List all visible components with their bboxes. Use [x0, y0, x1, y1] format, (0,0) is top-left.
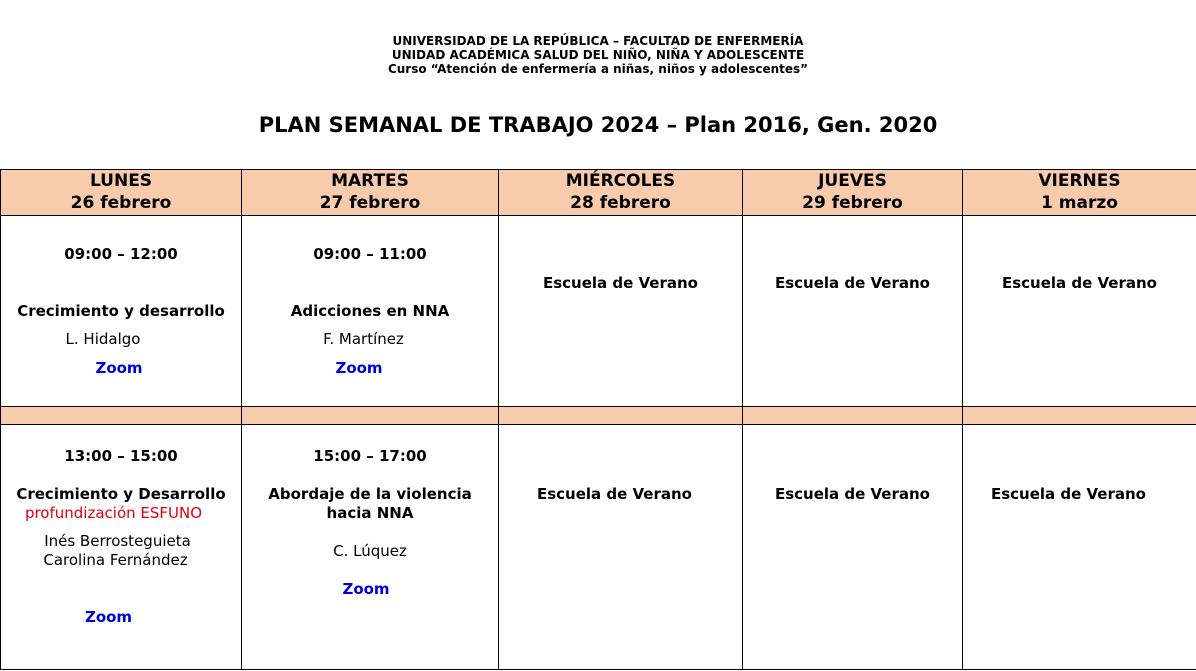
activity-label: Escuela de Verano	[536, 485, 692, 503]
separator-cell	[242, 407, 499, 425]
cell-martes-afternoon	[242, 425, 499, 670]
zoom-link[interactable]: Zoom	[95, 359, 143, 377]
day-name: JUEVES	[818, 171, 887, 191]
separator-cell	[499, 407, 743, 425]
day-header-miercoles	[499, 170, 743, 216]
zoom-link[interactable]: Zoom	[342, 580, 390, 598]
session-note: profundización ESFUNO	[24, 504, 203, 522]
day-date: 29 febrero	[802, 193, 903, 213]
session-time: 09:00 – 12:00	[64, 245, 178, 263]
cell-miercoles-morning	[499, 216, 743, 407]
cell-viernes-morning	[963, 216, 1196, 407]
day-header-viernes	[963, 170, 1196, 216]
session-teacher: F. Martínez	[323, 330, 404, 348]
separator-cell	[743, 407, 963, 425]
course-line: Curso “Atención de enfermería a niñas, niños y adolescentes”	[387, 62, 809, 76]
morning-row	[1, 216, 1196, 407]
activity-label: Escuela de Verano	[774, 485, 930, 503]
institution-line: UNIVERSIDAD DE LA REPÚBLICA – FACULTAD DE ENFERMERÍA	[392, 34, 804, 48]
zoom-link[interactable]: Zoom	[335, 359, 383, 377]
day-name: VIERNES	[1038, 171, 1121, 191]
session-time: 15:00 – 17:00	[313, 447, 427, 465]
session-time: 13:00 – 15:00	[64, 447, 178, 465]
cell-jueves-afternoon	[743, 425, 963, 670]
zoom-link[interactable]: Zoom	[84, 608, 133, 626]
separator-cell	[963, 407, 1196, 425]
session-subject: hacia NNA	[326, 504, 414, 522]
cell-martes-morning	[242, 216, 499, 407]
cell-viernes-afternoon	[963, 425, 1196, 670]
activity-label: Escuela de Verano	[1001, 274, 1157, 292]
session-teacher: Carolina Fernández	[43, 551, 188, 569]
cell-jueves-morning	[743, 216, 963, 407]
activity-label: Escuela de Verano	[990, 485, 1146, 503]
afternoon-row	[1, 425, 1196, 670]
session-time: 09:00 – 11:00	[313, 245, 427, 263]
day-name: MIÉRCOLES	[565, 171, 676, 191]
session-subject: Adicciones en NNA	[290, 302, 450, 320]
session-subject: Abordaje de la violencia	[268, 485, 472, 503]
page-title: PLAN SEMANAL DE TRABAJO 2024 – Plan 2016, Gen. 2020	[258, 113, 938, 137]
day-date: 28 febrero	[570, 193, 671, 213]
cell-lunes-morning	[1, 216, 242, 407]
day-header-lunes	[1, 170, 242, 216]
cell-lunes-afternoon	[1, 425, 242, 670]
day-date: 1 marzo	[1041, 193, 1118, 213]
day-date: 26 febrero	[70, 193, 172, 213]
session-teacher: Inés Berrosteguieta	[44, 532, 191, 550]
weekly-schedule-table	[0, 169, 1196, 670]
separator-row	[1, 407, 1196, 425]
session-subject: Crecimiento y Desarrollo	[16, 485, 226, 503]
day-header-jueves	[743, 170, 963, 216]
day-name: LUNES	[89, 171, 153, 191]
separator-cell	[1, 407, 242, 425]
day-header-row	[1, 170, 1196, 216]
unit-line: UNIDAD ACADÉMICA SALUD DEL NIÑO, NIÑA Y ADOLESCENTE	[391, 48, 805, 62]
day-header-martes	[242, 170, 499, 216]
day-date: 27 febrero	[319, 193, 421, 213]
activity-label: Escuela de Verano	[774, 274, 930, 292]
cell-miercoles-afternoon	[499, 425, 743, 670]
session-teacher: C. Lúquez	[333, 542, 407, 560]
session-subject: Crecimiento y desarrollo	[17, 302, 225, 320]
day-name: MARTES	[331, 171, 409, 191]
activity-label: Escuela de Verano	[542, 274, 698, 292]
session-teacher: L. Hidalgo	[65, 330, 141, 348]
